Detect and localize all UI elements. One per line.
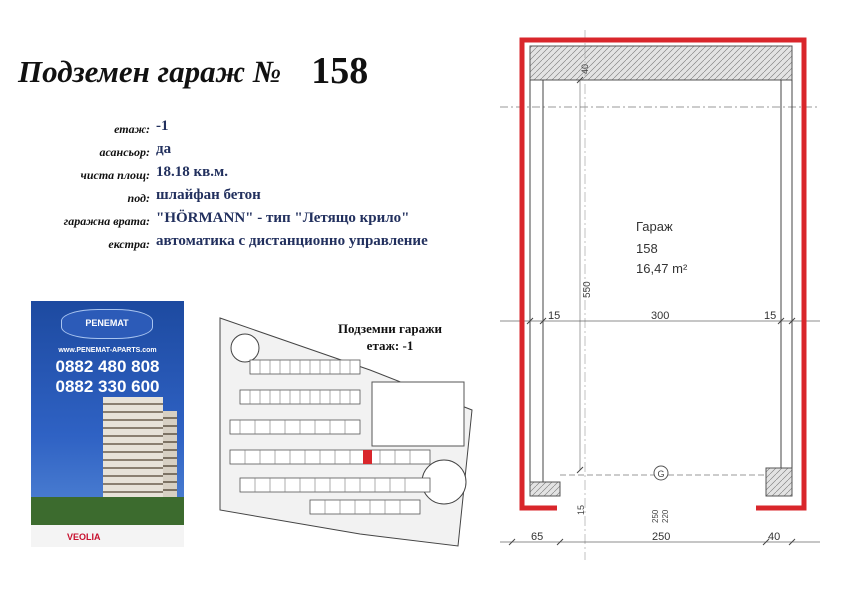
spec-value: шлайфан бетон (156, 187, 261, 203)
spec-label: под: (127, 191, 150, 205)
spec-label: асансьор: (99, 145, 150, 159)
room-name: Гараж (636, 219, 673, 234)
room-number: 158 (636, 241, 658, 256)
dim-top: 40 (580, 63, 590, 74)
phone-1: 0882 480 808 (55, 357, 160, 376)
spec-label: екстра: (108, 237, 150, 251)
page-title (18, 48, 368, 92)
highlighted-garage-marker (363, 450, 372, 464)
spec-value: 18.18 кв.м. (156, 164, 228, 180)
dim-bottom-mid: 250 (652, 531, 671, 543)
dim-bottom-right: 40 (768, 531, 781, 543)
spec-label: етаж: (114, 122, 150, 136)
ramp-circle (231, 334, 259, 362)
dim-door-a: 250 (651, 509, 660, 523)
garage-number: 158 (311, 50, 369, 92)
brand-logo: PENEMAT (61, 309, 153, 339)
dim-door-wall: 15 (576, 504, 586, 515)
spec-value: "HÖRMANN" - тип "Летящо крило" (156, 210, 410, 226)
right-column (766, 468, 792, 496)
building-block (372, 382, 464, 446)
dim-right-wall: 15 (764, 310, 777, 322)
spec-value: -1 (156, 118, 169, 134)
title-label: Подземен гараж № (18, 54, 282, 89)
floor-plan (500, 30, 820, 560)
spec-label: гаражна врата: (63, 214, 150, 228)
site-map-title: Подземни гаражи етаж: -1 (337, 321, 443, 353)
veolia-logo: VEOLIA (67, 532, 101, 542)
spec-value: да (156, 141, 172, 157)
dim-left-wall: 15 (548, 310, 561, 322)
advert-url: www.PENEMAT-APARTS.com (58, 347, 157, 354)
advert-footer (31, 525, 184, 547)
advert-banner (31, 301, 184, 547)
room-area: 16,47 m² (636, 261, 688, 276)
axis-label: G (657, 469, 665, 479)
trees-image (31, 497, 184, 527)
spec-label: чиста площ: (80, 168, 150, 182)
spec-value: автоматика с дистанционно управление (156, 233, 428, 249)
dim-door-b: 220 (661, 509, 670, 523)
dim-width: 300 (651, 310, 670, 322)
phone-2: 0882 330 600 (55, 377, 160, 396)
dim-bottom-left: 65 (531, 531, 544, 543)
left-column (530, 482, 560, 496)
top-wall (530, 46, 792, 80)
dim-height: 550 (582, 281, 593, 298)
